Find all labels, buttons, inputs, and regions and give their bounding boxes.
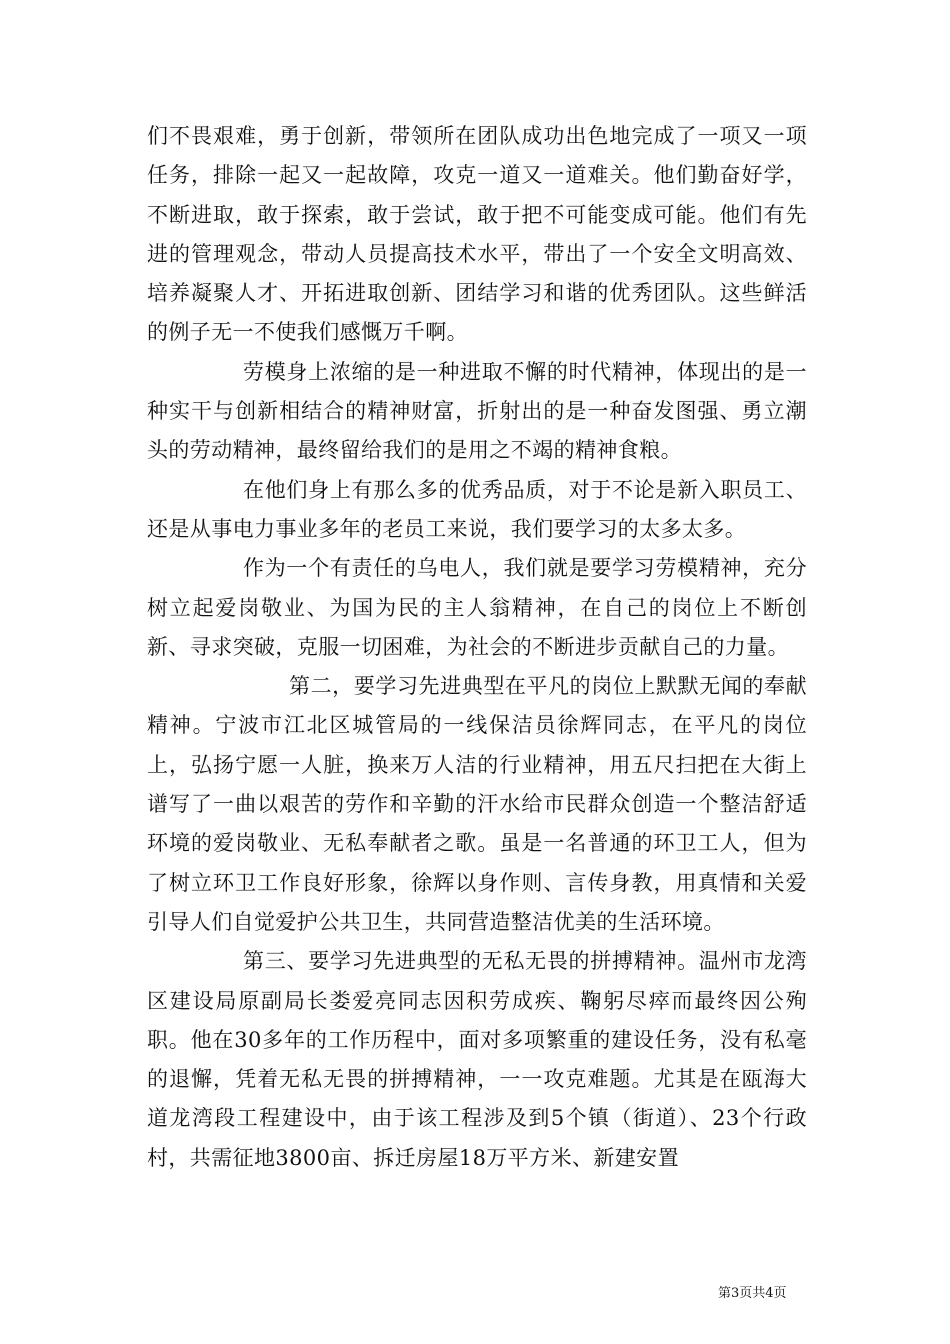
document-body <box>147 117 807 1178</box>
paragraph-third-point: 第三、要学习先进典型的无私无畏的拼搏精神。温州市龙湾区建设局原副局长娄爱亮同志因积劳成疾、鞠躬尽瘁而最终因公殉职。他在30多年的工作历程中，面对多项繁重的建设任务，没有私毫的退懈，凭着无私无畏的拼搏精神，一一攻克难题。尤其是在瓯海大道龙湾段工程建设中，由于该工程涉及到5个镇（街道）、23个行政村，共需征地3800亩、拆迁房屋18万平方米、新建安置 <box>147 949 807 1170</box>
paragraph-excellent-qualities: 在他们身上有那么多的优秀品质，对于不论是新入职员工、还是从事电力事业多年的老员工来说，我们要学习的太多太多。 <box>147 477 807 541</box>
paragraph-responsibility: 作为一个有责任的乌电人，我们就是要学习劳模精神，充分树立起爱岗敬业、为国为民的主人翁精神，在自己的岗位上不断创新、寻求突破，克服一切困难，为社会的不断进步贡献自己的力量。 <box>147 556 807 659</box>
page-number-footer: 第3页共4页 <box>718 1286 787 1301</box>
paragraph-continuation: 们不畏艰难，勇于创新，带领所在团队成功出色地完成了一项又一项任务，排除一起又一起故障，攻克一道又一道难关。他们勤奋好学，不断进取，敢于探索，敢于尝试，敢于把不可能变成可能。他们有先进的管理观念，带动人员提高技术水平，带出了一个安全文明高效、培养凝聚人才、开拓进取创新、团结学习和谐的优秀团队。这些鲜活的例子无一不使我们感慨万千啊。 <box>147 124 807 345</box>
paragraph-second-point: 第二，要学习先进典型在平凡的岗位上默默无闻的奉献精神。宁波市江北区城管局的一线保洁员徐辉同志，在平凡的岗位上，弘扬宁愿一人脏，换来万人洁的行业精神，用五尺扫把在大街上谱写了一曲以艰苦的劳作和辛勤的汗水给市民群众创造一个整洁舒适环境的爱岗敬业、无私奉献者之歌。虽是一名普通的环卫工人，但为了树立环卫工作良好形象，徐辉以身作则、言传身教，用真情和关爱引导人们自觉爱护公共卫生，共同营造整洁优美的生活环境。 <box>147 674 807 934</box>
paragraph-model-spirit: 劳模身上浓缩的是一种进取不懈的时代精神，体现出的是一种实干与创新相结合的精神财富，折射出的是一种奋发图强、勇立潮头的劳动精神，最终留给我们的是用之不竭的精神食粮。 <box>147 359 807 463</box>
